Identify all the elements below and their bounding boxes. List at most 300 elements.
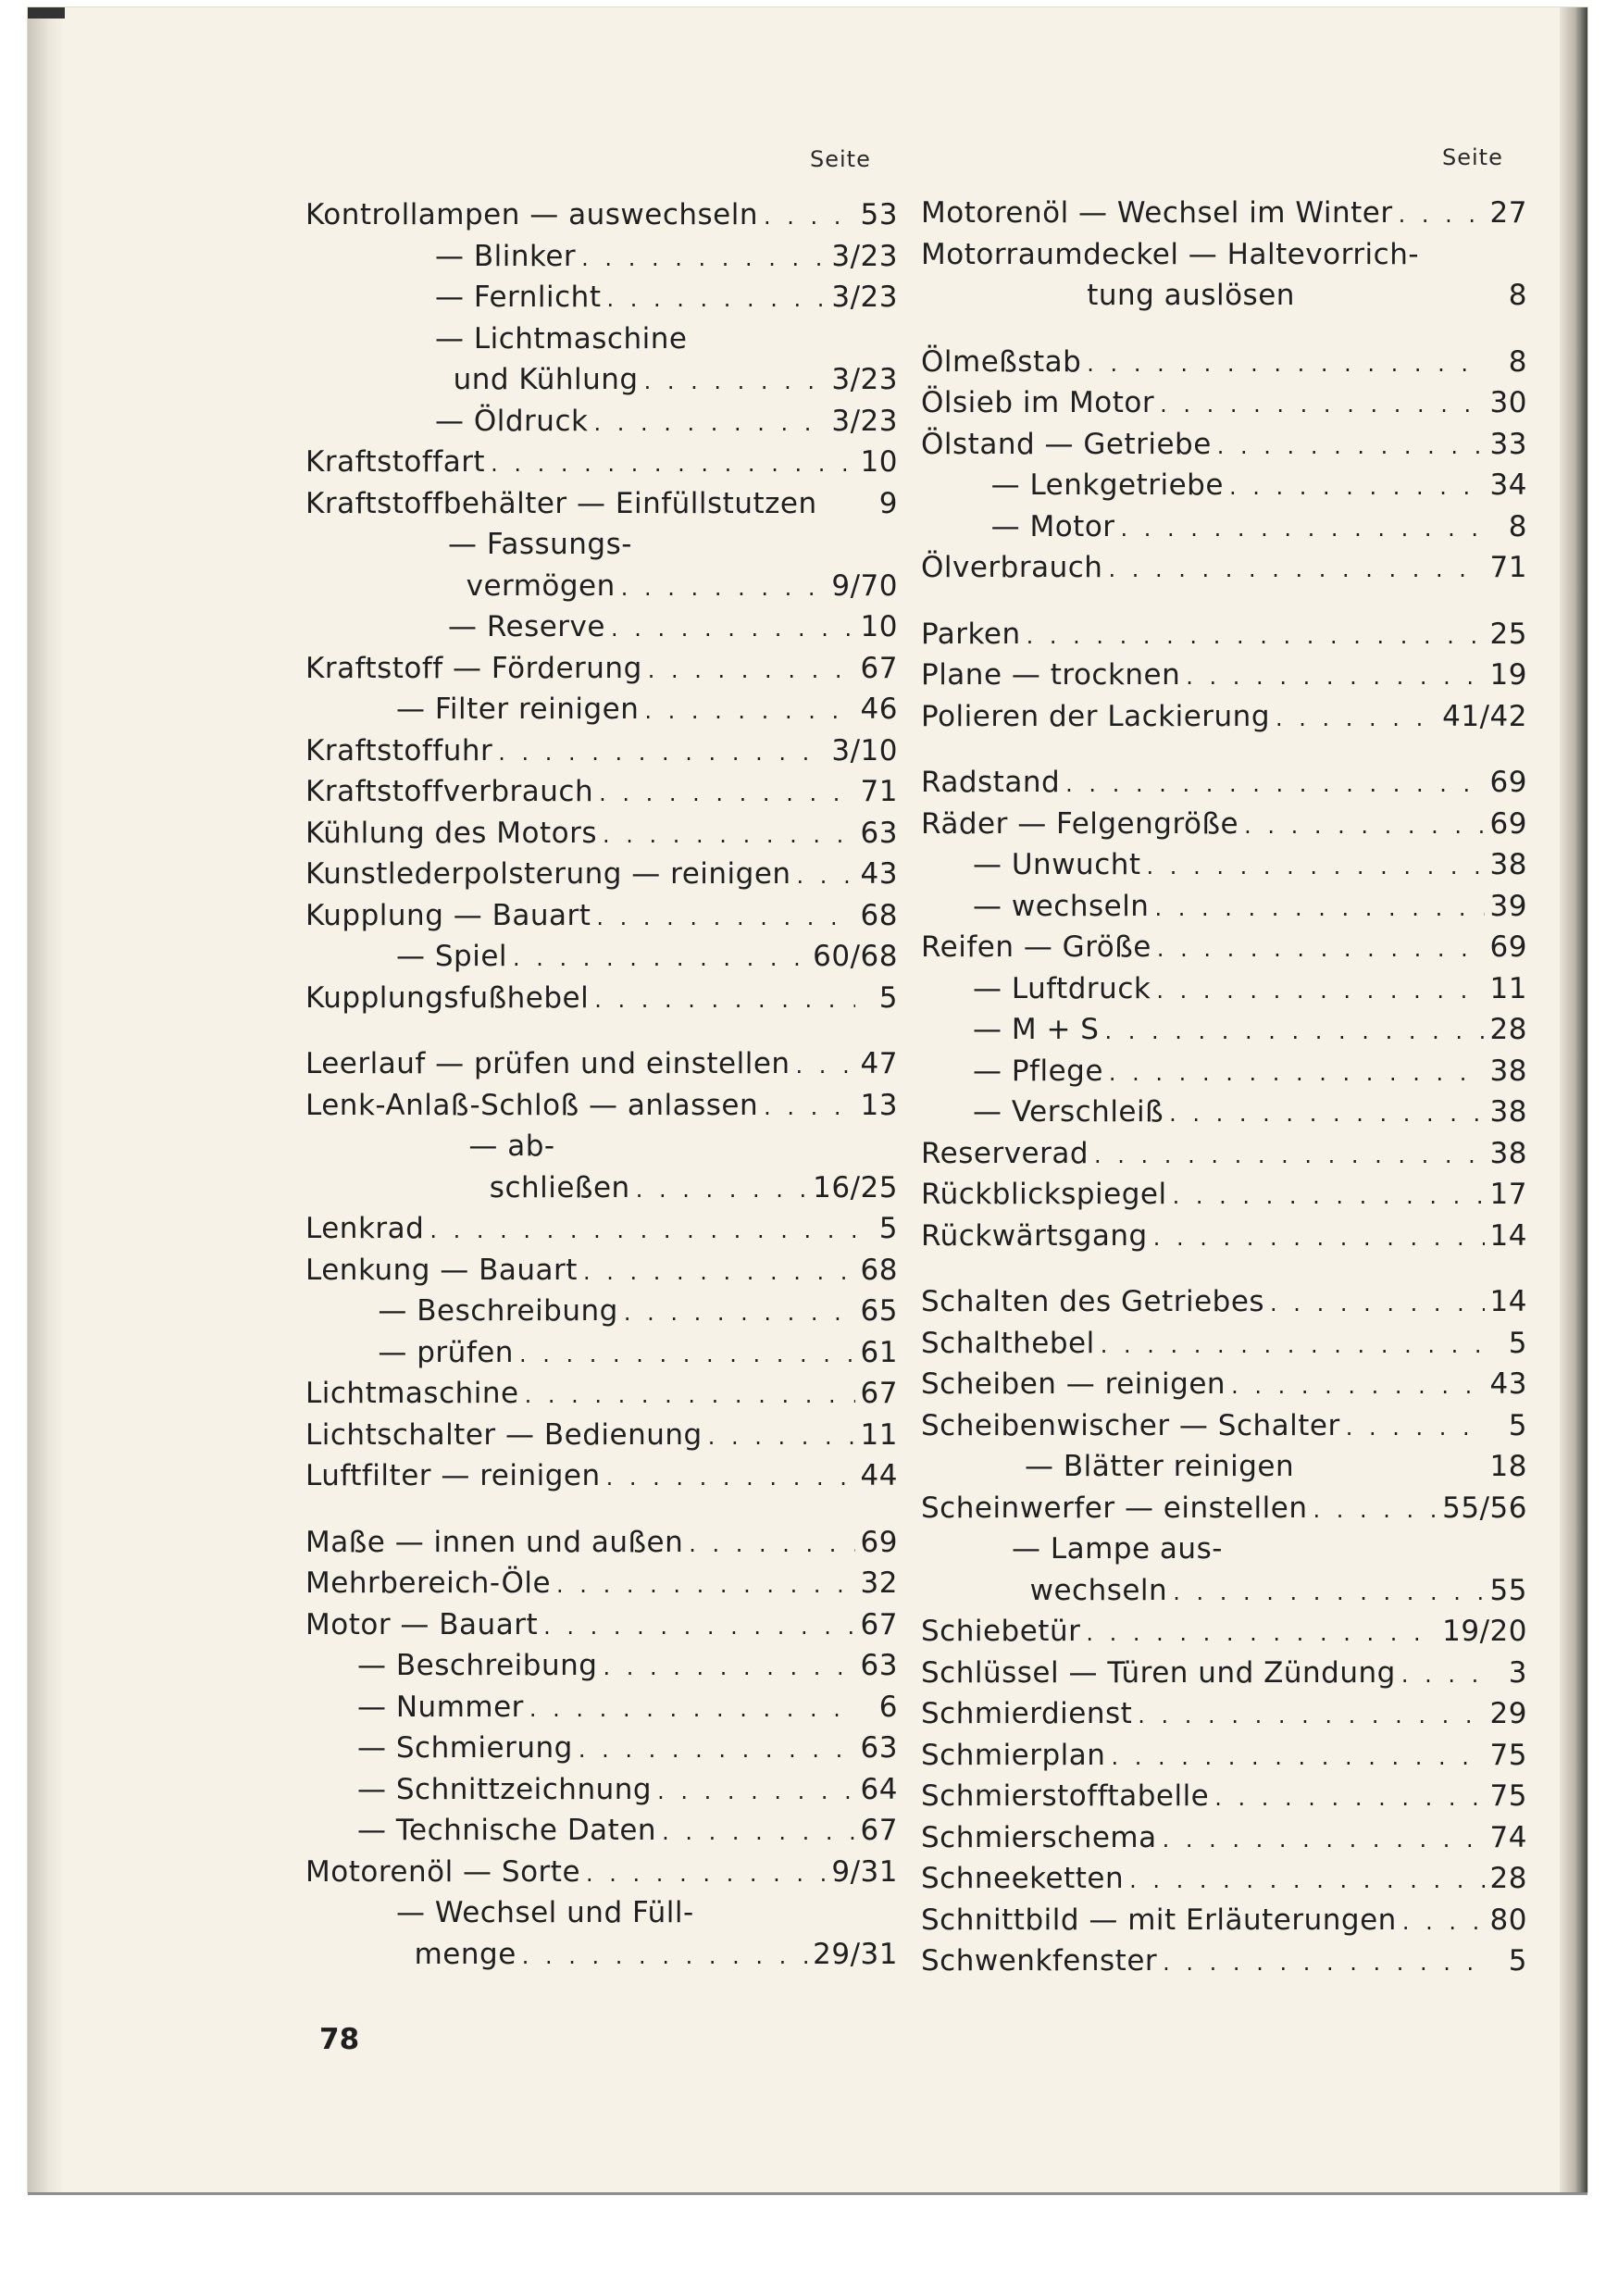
index-entry-page: 28: [1489, 1013, 1527, 1046]
index-entry: [305, 1250, 898, 1292]
index-entry-term: Kühlung des Motors: [305, 816, 598, 850]
dot-leader: [624, 1292, 855, 1334]
index-entry: [921, 655, 1527, 696]
index-entry: [921, 382, 1527, 424]
index-entry: [921, 1405, 1527, 1447]
dot-leader: [764, 196, 855, 238]
index-entry-term: Scheibenwischer — Schalter: [921, 1408, 1340, 1442]
index-entry-page: 11: [1489, 971, 1527, 1005]
index-entry-page: 67: [860, 1814, 898, 1847]
index-entry-page: 44: [860, 1459, 898, 1492]
index-entry-term: — Reserve: [448, 610, 605, 643]
index-entry-term: Ölmeßstab: [921, 344, 1082, 379]
index-entry: [305, 1522, 898, 1564]
dot-leader: [1111, 1737, 1484, 1778]
index-entry-term: Räder — Felgengröße: [921, 806, 1239, 841]
dot-leader: [1231, 1366, 1484, 1407]
dot-leader: [648, 650, 855, 692]
index-entry-term: — Lichtmaschine: [435, 321, 688, 356]
index-entry: [921, 234, 1527, 276]
dot-leader: [636, 1169, 807, 1211]
dot-leader: [764, 1087, 854, 1129]
index-entry: [921, 1009, 1527, 1051]
index-entry-page: 16/25: [813, 1170, 898, 1204]
index-entry: [305, 648, 898, 690]
index-entry: [305, 1934, 898, 1976]
index-entry: [305, 1332, 898, 1374]
index-entry-term: Schmierstofftabelle: [921, 1779, 1210, 1813]
index-entry-term: Ölstand — Getriebe: [921, 427, 1212, 461]
index-entry-term: Kraftstoff — Förderung: [305, 651, 642, 685]
dot-leader: [1160, 384, 1484, 426]
index-entry: [305, 318, 898, 360]
dot-leader: [579, 1729, 855, 1771]
index-entry: [921, 547, 1527, 589]
dot-leader: [556, 1565, 855, 1606]
dot-leader: [1087, 343, 1485, 385]
index-entry: [921, 1133, 1527, 1175]
index-entry-page: 71: [1489, 551, 1527, 584]
index-entry: [921, 275, 1527, 317]
index-entry-page: 67: [860, 651, 898, 685]
index-entry-page: 17: [1489, 1178, 1527, 1211]
index-entry-term: Parken: [921, 617, 1021, 651]
index-entry: [305, 359, 898, 401]
index-entry-page: 3/23: [831, 239, 898, 273]
dot-leader: [644, 361, 827, 403]
index-entry-term: Schalten des Getriebes: [921, 1285, 1265, 1318]
index-entry: [305, 1852, 898, 1893]
index-entry: [305, 936, 898, 978]
dot-leader: [796, 1045, 855, 1087]
index-entry: [921, 696, 1527, 738]
index-entry-page: 67: [860, 1377, 898, 1410]
index-entry: [305, 1208, 898, 1250]
index-entry: [921, 1364, 1527, 1405]
index-entry-term: Kupplung — Bauart: [305, 898, 591, 932]
index-entry-page: 5: [878, 980, 898, 1015]
index-entry-term: vermögen: [466, 568, 616, 603]
index-entry-term: Kontrollampen — auswechseln: [305, 198, 759, 231]
index-entry: [305, 1167, 898, 1209]
index-entry-term: Luftfilter — reinigen: [305, 1459, 601, 1492]
index-entry: [921, 424, 1527, 466]
dot-leader: [525, 1375, 855, 1416]
index-entry-page: 69: [1489, 930, 1527, 964]
index-entry-term: — Technische Daten: [357, 1814, 657, 1847]
page-number: 78: [319, 2023, 360, 2056]
index-entry-page: 8: [1508, 509, 1527, 543]
index-entry: [921, 465, 1527, 506]
index-entry-page: 34: [1489, 468, 1527, 502]
index-entry-term: Lichtschalter — Bedienung: [305, 1417, 703, 1452]
dot-leader: [611, 608, 855, 650]
index-entry: [921, 844, 1527, 886]
index-entry: [305, 854, 898, 895]
index-entry: [921, 1940, 1527, 1982]
dot-leader: [596, 897, 854, 939]
index-entry: [921, 762, 1527, 804]
index-entry-term: Schmierdienst: [921, 1697, 1133, 1730]
section-gap: [921, 1256, 1527, 1281]
index-entry-term: und Kühlung: [453, 363, 639, 396]
index-column-right: [921, 193, 1527, 1982]
index-entry-term: schließen: [489, 1170, 630, 1204]
index-entry: [921, 1570, 1527, 1612]
index-entry: [305, 1085, 898, 1127]
index-entry-page: 14: [1489, 1218, 1527, 1253]
index-entry: [305, 566, 898, 607]
index-entry-term: — Spiel: [396, 940, 508, 973]
index-entry-page: 41/42: [1442, 699, 1527, 733]
index-entry: [305, 606, 898, 648]
index-entry: [305, 277, 898, 318]
index-entry: [921, 1529, 1527, 1570]
dot-leader: [1153, 1217, 1485, 1259]
index-column-left: [305, 194, 898, 1975]
index-entry: [921, 1817, 1527, 1859]
index-entry-term: Reserverad: [921, 1136, 1089, 1170]
index-entry-page: 68: [860, 1253, 898, 1287]
index-entry-page: 10: [860, 610, 898, 643]
dot-leader: [1313, 1490, 1437, 1531]
dot-leader: [1244, 805, 1484, 847]
dot-leader: [529, 1689, 855, 1730]
index-entry-page: 30: [1489, 386, 1527, 419]
index-entry-term: Schiebetür: [921, 1615, 1081, 1648]
index-entry-page: 6: [878, 1690, 898, 1724]
index-entry-page: 8: [1508, 344, 1527, 379]
index-entry-page: 69: [1489, 806, 1527, 841]
dot-leader: [1276, 698, 1437, 740]
index-entry: [305, 1373, 898, 1415]
dot-leader: [586, 1853, 826, 1895]
index-entry: [921, 1174, 1527, 1216]
index-entry: [921, 1323, 1527, 1365]
index-entry-term: Schwenkfenster: [921, 1944, 1158, 1978]
index-entry-term: tung auslösen: [1087, 279, 1295, 312]
dot-leader: [1121, 508, 1485, 550]
index-entry: [921, 1776, 1527, 1817]
dot-leader: [1346, 1407, 1485, 1449]
index-entry-page: 74: [1489, 1820, 1527, 1854]
dot-leader: [662, 1812, 854, 1853]
dot-leader: [1173, 1572, 1484, 1614]
index-entry-term: Leerlauf — prüfen und einstellen: [305, 1047, 790, 1080]
section-gap: [921, 737, 1527, 762]
index-entry: [305, 483, 898, 525]
index-entry-term: Lenk-Anlaß-Schloß — anlassen: [305, 1088, 759, 1122]
index-entry-page: 5: [1508, 1408, 1527, 1442]
dot-leader: [1104, 1011, 1484, 1053]
dot-leader: [1401, 1654, 1485, 1696]
index-entry-term: Schnittbild — mit Erläuterungen: [921, 1903, 1397, 1937]
index-entry-page: 53: [860, 198, 898, 231]
index-entry: [305, 524, 898, 566]
index-entry-page: 5: [878, 1212, 898, 1245]
index-entry-term: Polieren der Lackierung: [921, 699, 1271, 733]
index-entry-term: Rückwärtsgang: [921, 1218, 1148, 1253]
index-entry: [921, 886, 1527, 928]
dot-leader: [1214, 1778, 1484, 1819]
dot-leader: [1217, 426, 1485, 468]
index-entry: [305, 1728, 898, 1769]
index-entry-page: 18: [1489, 1450, 1527, 1483]
index-entry-term: Lenkung — Bauart: [305, 1253, 578, 1287]
index-entry-term: menge: [414, 1937, 517, 1971]
dot-leader: [603, 815, 855, 856]
index-entry: [305, 442, 898, 483]
dot-leader: [603, 1647, 854, 1689]
index-entry: [921, 1446, 1527, 1488]
dot-leader: [599, 773, 854, 815]
index-entry: [305, 1687, 898, 1728]
index-entry: [921, 1092, 1527, 1133]
index-entry-term: — Verschleiß: [973, 1095, 1164, 1129]
index-entry-page: 69: [1489, 766, 1527, 799]
index-entry-term: Schalthebel: [921, 1326, 1095, 1360]
index-entry-page: 46: [860, 693, 898, 726]
index-entry: [305, 194, 898, 236]
index-entry: [305, 236, 898, 278]
index-entry: [305, 1126, 898, 1167]
scan-bottom-edge: [28, 2192, 1587, 2195]
dot-leader: [708, 1416, 855, 1458]
dot-leader: [594, 980, 855, 1021]
index-entry-term: — Fernlicht: [435, 281, 602, 314]
dot-leader: [583, 1252, 855, 1293]
index-entry-page: 29/31: [813, 1937, 898, 1971]
index-entry: [921, 1900, 1527, 1941]
index-entry-term: Lenkrad: [305, 1212, 425, 1245]
index-entry-term: Motorraumdeckel — Haltevorrich-: [921, 237, 1420, 271]
index-entry: [305, 1455, 898, 1497]
index-entry-page: 8: [1508, 279, 1527, 312]
index-entry-page: 3: [1508, 1655, 1527, 1690]
index-entry-page: 27: [1489, 196, 1527, 230]
index-entry: [305, 1291, 898, 1332]
index-entry-page: 9: [878, 486, 898, 520]
index-entry-page: 38: [1489, 1095, 1527, 1129]
index-entry-term: Ölverbrauch: [921, 551, 1103, 584]
index-entry-term: — Wechsel und Füll-: [396, 1896, 694, 1929]
index-entry-term: — prüfen: [378, 1335, 514, 1369]
index-entry-page: 10: [860, 445, 898, 479]
index-entry: [305, 1810, 898, 1852]
index-entry-term: Motor — Bauart: [305, 1607, 539, 1641]
index-entry-term: — Blinker: [435, 239, 577, 273]
index-entry-page: 43: [1489, 1367, 1527, 1401]
index-entry-page: 60/68: [813, 940, 898, 973]
index-entry-term: Kraftstoffverbrauch: [305, 775, 594, 808]
index-entry-term: Reifen — Größe: [921, 930, 1151, 964]
index-entry-term: Schmierschema: [921, 1820, 1157, 1854]
index-entry: [921, 1611, 1527, 1653]
index-entry-page: 25: [1489, 617, 1527, 651]
index-entry-term: Mehrbereich-Öle: [305, 1566, 552, 1600]
index-entry-page: 38: [1489, 848, 1527, 881]
index-entry-term: — Öldruck: [435, 404, 589, 438]
index-entry-term: Schmierplan: [921, 1738, 1106, 1772]
dot-leader: [1027, 616, 1485, 657]
index-entry-page: 55: [1489, 1573, 1527, 1607]
dot-leader: [491, 443, 854, 485]
index-entry: [921, 193, 1527, 234]
index-entry-term: wechseln: [1029, 1573, 1168, 1607]
index-entry-term: — wechseln: [973, 889, 1150, 923]
index-entry: [305, 1769, 898, 1811]
index-entry: [921, 968, 1527, 1010]
dot-leader: [1163, 1942, 1485, 1984]
index-entry: [921, 1653, 1527, 1694]
index-entry: [305, 978, 898, 1019]
scan-edge-mark: [28, 7, 65, 19]
dot-leader: [513, 938, 807, 980]
index-entry-term: Schneeketten: [921, 1862, 1125, 1895]
index-entry-term: Motorenöl — Sorte: [305, 1854, 581, 1889]
index-entry-page: 11: [860, 1417, 898, 1452]
index-entry-term: Plane — trocknen: [921, 658, 1181, 692]
index-entry-term: Kraftstoffuhr: [305, 733, 493, 767]
index-entry-term: — ab-: [468, 1129, 555, 1163]
dot-leader: [644, 691, 854, 732]
dot-leader: [657, 1771, 854, 1813]
index-entry-term: — Beschreibung: [357, 1649, 598, 1682]
index-entry-term: Kraftstoffart: [305, 445, 486, 479]
index-entry: [921, 1735, 1527, 1777]
index-entry-page: 3/23: [831, 281, 898, 314]
dot-leader: [1154, 888, 1484, 930]
dot-leader: [1173, 1176, 1485, 1217]
index-entry-term: — Motor: [990, 509, 1115, 543]
column-header-seite-right: Seite: [1442, 144, 1503, 170]
dot-leader: [1109, 1053, 1485, 1094]
dot-leader: [606, 279, 826, 320]
dot-leader: [593, 403, 826, 444]
index-entry: [921, 1858, 1527, 1900]
index-entry-term: — Schmierung: [357, 1731, 573, 1765]
index-entry-page: 63: [860, 816, 898, 850]
dot-leader: [1101, 1325, 1485, 1366]
index-entry: [921, 342, 1527, 383]
index-entry: [921, 1216, 1527, 1257]
index-entry-page: 75: [1489, 1779, 1527, 1813]
index-entry-page: 13: [860, 1088, 898, 1122]
index-entry-page: 55/56: [1442, 1491, 1527, 1525]
index-entry: [921, 506, 1527, 548]
index-entry-term: Kraftstoffbehälter — Einfüllstutzen: [305, 486, 817, 520]
index-entry-term: — Fassungs-: [448, 528, 632, 561]
index-entry: [305, 1043, 898, 1085]
index-entry: [305, 1604, 898, 1646]
index-entry-term: Scheiben — reinigen: [921, 1367, 1226, 1401]
dot-leader: [498, 732, 826, 774]
dot-leader: [797, 855, 855, 897]
index-entry-page: 61: [860, 1335, 898, 1369]
dot-leader: [606, 1457, 855, 1499]
index-entry: [921, 1281, 1527, 1323]
dot-leader: [1399, 194, 1485, 236]
index-entry-term: Scheinwerfer — einstellen: [921, 1491, 1308, 1525]
index-entry-page: 5: [1508, 1944, 1527, 1978]
index-entry-page: 38: [1489, 1054, 1527, 1088]
index-entry-page: 63: [860, 1649, 898, 1682]
dot-leader: [1186, 656, 1484, 698]
index-entry-term: — Lampe aus-: [1012, 1532, 1223, 1566]
dot-leader: [1147, 846, 1485, 888]
index-entry-term: Kunstlederpolsterung — reinigen: [305, 857, 791, 891]
index-entry: [305, 730, 898, 772]
index-entry-term: Motorenöl — Wechsel im Winter: [921, 196, 1393, 230]
index-entry: [305, 813, 898, 855]
index-entry-page: 32: [860, 1566, 898, 1600]
index-entry-page: 33: [1489, 427, 1527, 461]
dot-leader: [1065, 764, 1484, 805]
dot-leader: [522, 1936, 807, 1978]
index-entry-term: — Unwucht: [973, 848, 1141, 881]
index-entry: [305, 1645, 898, 1687]
index-entry-page: 3/10: [831, 733, 898, 767]
dot-leader: [1094, 1135, 1485, 1177]
index-entry-page: 9/31: [831, 1854, 898, 1889]
index-entry: [305, 771, 898, 813]
dot-leader: [621, 568, 827, 609]
index-entry-term: — Beschreibung: [378, 1294, 618, 1328]
dot-leader: [543, 1606, 854, 1648]
index-entry-page: 3/23: [831, 363, 898, 396]
index-entry-page: 28: [1489, 1862, 1527, 1895]
index-entry-term: — M + S: [973, 1013, 1100, 1046]
index-entry-page: 63: [860, 1731, 898, 1765]
index-entry-term: — Luftdruck: [973, 971, 1151, 1005]
page-edge-right: [1560, 7, 1587, 2192]
index-entry-page: 3/23: [831, 404, 898, 438]
index-entry-page: 9/70: [831, 568, 898, 603]
index-entry-term: Maße — innen und außen: [305, 1525, 684, 1559]
dot-leader: [519, 1334, 855, 1376]
dot-leader: [689, 1524, 854, 1566]
index-entry: [921, 927, 1527, 968]
index-entry-page: 69: [860, 1525, 898, 1559]
index-entry: [305, 1563, 898, 1604]
index-entry-page: 19/20: [1442, 1615, 1527, 1648]
index-entry-page: 19: [1489, 658, 1527, 692]
index-entry-page: 39: [1489, 889, 1527, 923]
column-header-seite-left: Seite: [810, 146, 871, 172]
dot-leader: [1169, 1093, 1484, 1135]
index-entry: [305, 689, 898, 730]
index-entry: [305, 1892, 898, 1934]
dot-leader: [1163, 1819, 1485, 1861]
index-entry-term: Radstand: [921, 766, 1061, 799]
index-entry-page: 65: [860, 1294, 898, 1328]
index-entry-term: — Schnittzeichnung: [357, 1772, 653, 1806]
dot-leader: [1138, 1695, 1484, 1737]
index-entry-term: — Filter reinigen: [396, 693, 640, 726]
section-gap: [305, 1497, 898, 1522]
index-entry-term: Schlüssel — Türen und Zündung: [921, 1655, 1396, 1690]
dot-leader: [581, 238, 826, 280]
index-entry: [921, 1051, 1527, 1092]
index-entry-page: 75: [1489, 1738, 1527, 1772]
index-entry: [921, 614, 1527, 655]
index-entry-term: — Lenkgetriebe: [990, 468, 1224, 502]
index-entry: [305, 401, 898, 443]
section-gap: [305, 1018, 898, 1043]
index-entry-term: Lichtmaschine: [305, 1377, 519, 1410]
index-entry-page: 64: [860, 1772, 898, 1806]
index-entry-page: 43: [860, 857, 898, 891]
